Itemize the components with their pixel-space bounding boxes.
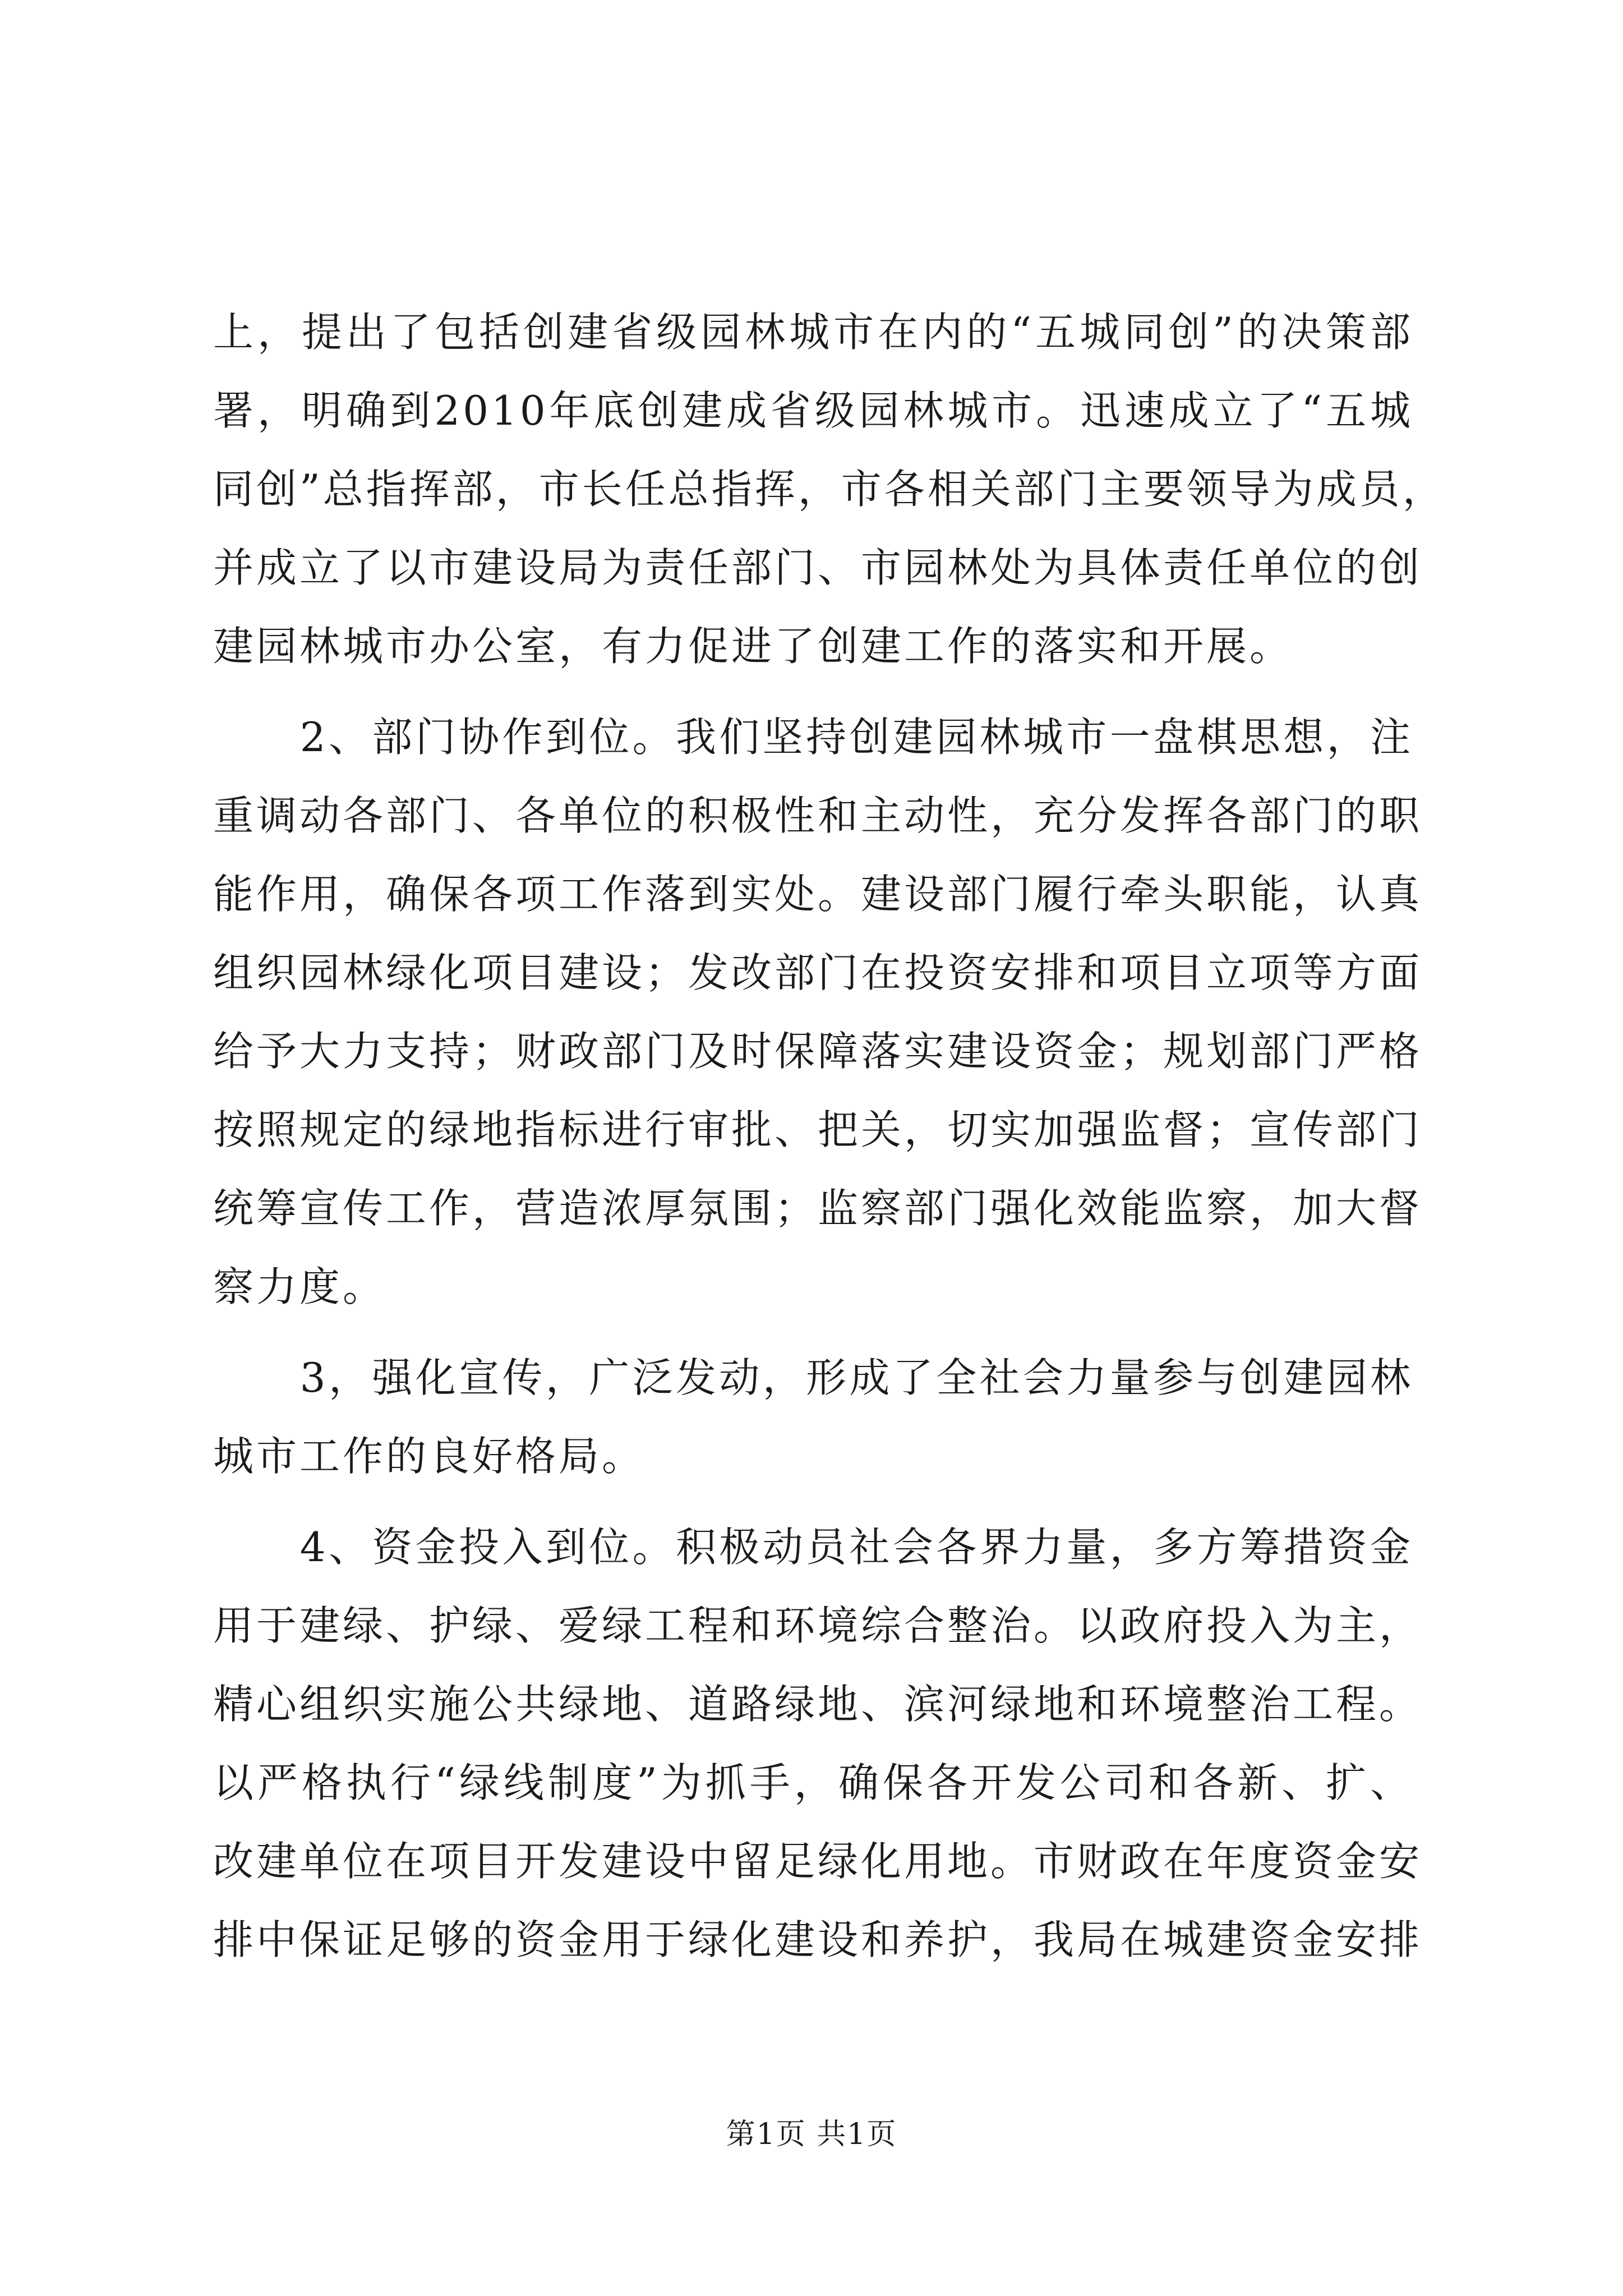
text-line: 2、部门协作到位。我们坚持创建园林城市一盘棋思想，注 xyxy=(213,714,1413,761)
text-line: 并成立了以市建设局为责任部门、市园林处为具体责任单位的创 xyxy=(213,544,1423,591)
document-body xyxy=(213,293,1446,1979)
text-line: 城市工作的良好格局。 xyxy=(213,1433,645,1480)
text-line: 以严格执行“绿线制度”为抓手，确保各开发公司和各新、扩、 xyxy=(213,1759,1413,1806)
text-line: 给予大力支持；财政部门及时保障落实建设资金；规划部门严格 xyxy=(213,1028,1423,1075)
paragraph-1 xyxy=(213,293,1446,685)
text-line: 用于建绿、护绿、爱绿工程和环境综合整治。以政府投入为主， xyxy=(213,1602,1423,1649)
paragraph-4 xyxy=(213,1508,1423,1979)
page-footer: 第1页 共1页 xyxy=(726,2118,897,2151)
paragraph-spacer xyxy=(213,1326,1413,1338)
paragraph-spacer xyxy=(213,685,1413,698)
text-line: 建园林城市办公室，有力促进了创建工作的落实和开展。 xyxy=(213,623,1293,670)
text-line: 重调动各部门、各单位的积极性和主动性，充分发挥各部门的职 xyxy=(213,792,1423,839)
paragraph-3 xyxy=(213,1338,1413,1496)
text-line: 同创”总指挥部，市长任总指挥，市各相关部门主要领导为成员， xyxy=(213,466,1446,513)
text-line: 4、资金投入到位。积极动员社会各界力量，多方筹措资金 xyxy=(213,1524,1413,1571)
paragraph-2 xyxy=(213,698,1423,1326)
text-line: 察力度。 xyxy=(213,1263,386,1310)
text-line: 精心组织实施公共绿地、道路绿地、滨河绿地和环境整治工程。 xyxy=(213,1681,1423,1728)
text-line: 统筹宣传工作，营造浓厚氛围；监察部门强化效能监察，加大督 xyxy=(213,1185,1423,1232)
text-line: 组织园林绿化项目建设；发改部门在投资安排和项目立项等方面 xyxy=(213,949,1423,996)
text-line: 3，强化宣传，广泛发动，形成了全社会力量参与创建园林 xyxy=(213,1354,1413,1401)
text-line: 排中保证足够的资金用于绿化建设和养护，我局在城建资金安排 xyxy=(213,1916,1423,1963)
text-line: 改建单位在项目开发建设中留足绿化用地。市财政在年度资金安 xyxy=(213,1838,1423,1885)
text-line: 署，明确到2010年底创建成省级园林城市。迅速成立了“五城 xyxy=(213,387,1413,434)
text-line: 按照规定的绿地指标进行审批、把关，切实加强监督；宣传部门 xyxy=(213,1106,1423,1153)
text-line: 上，提出了包括创建省级园林城市在内的“五城同创”的决策部 xyxy=(213,309,1413,356)
text-line: 能作用，确保各项工作落到实处。建设部门履行牵头职能，认真 xyxy=(213,871,1423,918)
paragraph-spacer xyxy=(213,1496,1413,1508)
